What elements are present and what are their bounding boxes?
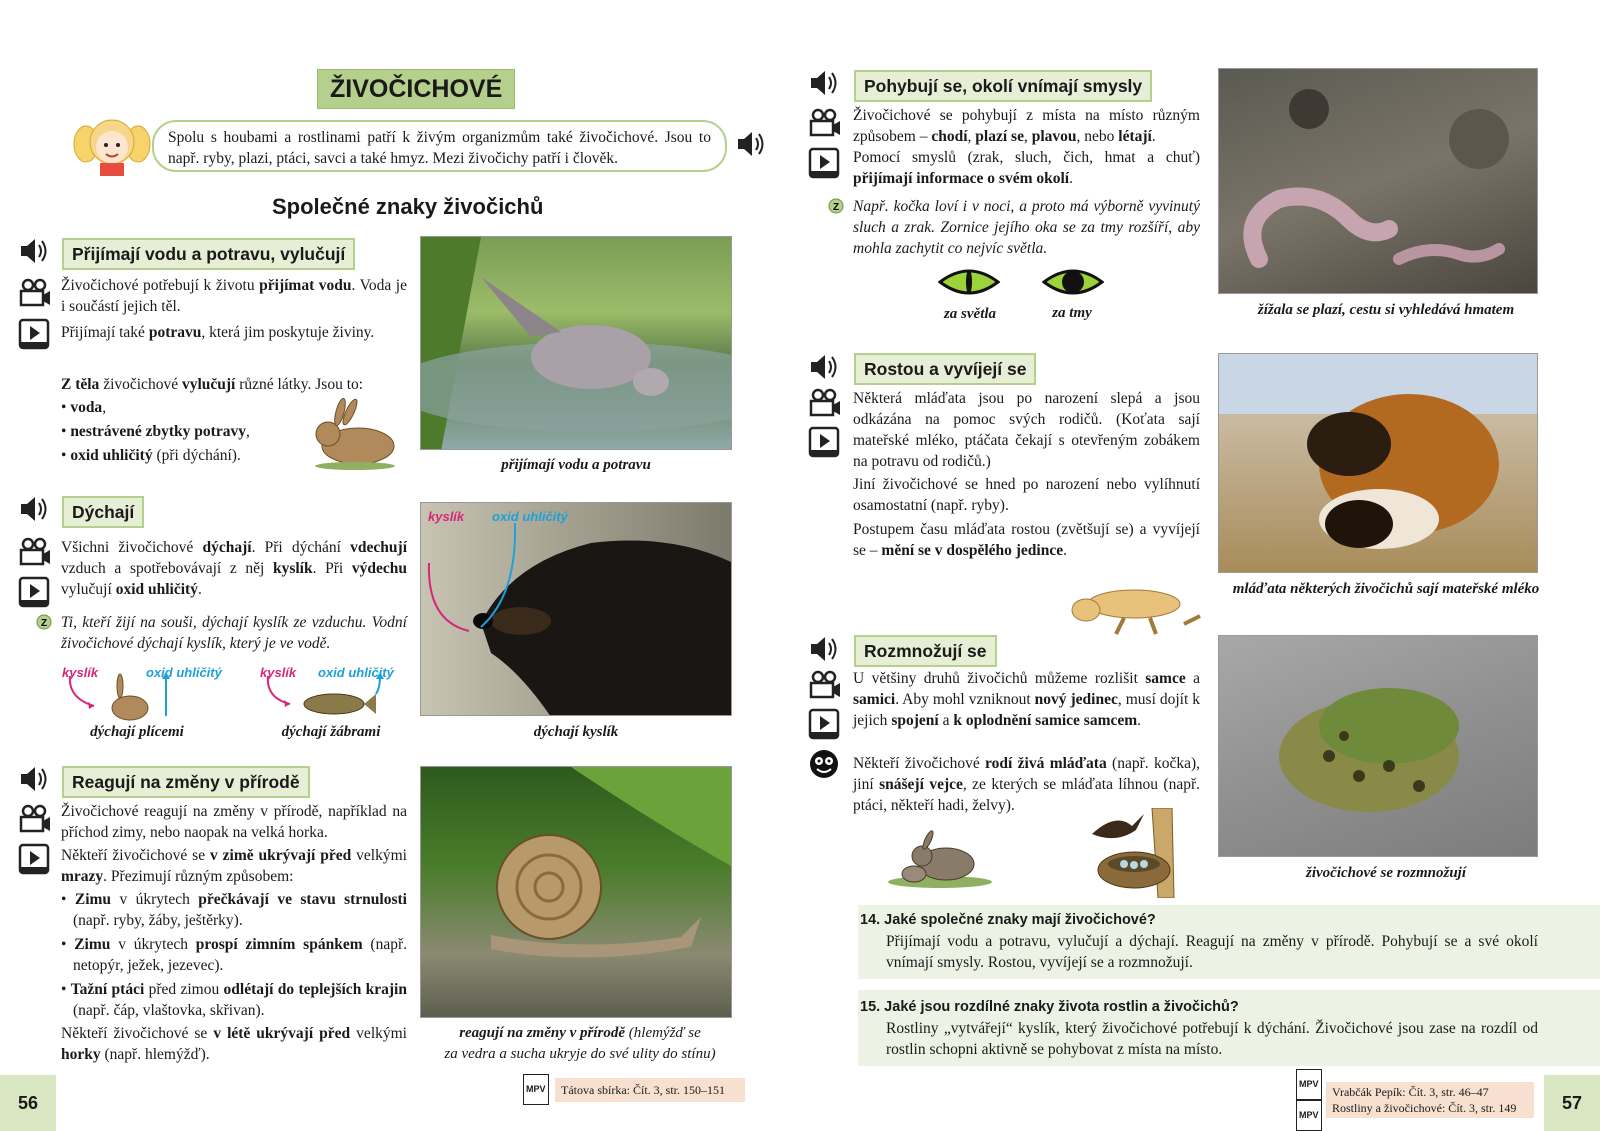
s5-paragraph-3: Postupem času mláďata rostou (zvětšují se) a vyvíjejí se – mění se v dospělého jedince.: [853, 521, 1200, 559]
s2-paragraph: Všichni živočichové dýchají. Při dýchání vdechují vzduch a spotřebovávají z něj kyslík. Při výdechu vylučují oxid uhličitý.: [61, 539, 407, 598]
s4-paragraph-2: Pomocí smyslů (zrak, sluch, čich, hmat a chuť) přijímají informace o svém okolí.: [853, 149, 1200, 187]
caption-eye-day: za světla: [943, 306, 997, 322]
s1-paragraph-2: Přijímají také potravu, která jim poskytuje živiny.: [61, 324, 375, 341]
photo-guinea-pigs: [1218, 353, 1538, 573]
reference-box: [523, 1078, 745, 1102]
label-oxygen: kyslík: [428, 509, 465, 524]
s4-note: Např. kočka loví i v noci, a proto má výborně vyvinutý sluch a zrak. Zornice jejího oka se za tmy rozšíří, aby mohla zachytit co nejvíc světla.: [853, 198, 1200, 257]
rabbits-illustration: [884, 828, 994, 890]
s6-paragraph-2: Někteří živočichové rodí živá mláďata (např. kočka), jiní snášejí vejce, ze kterých se mláďata líhnou (např. ptáci, někteří hadi, želvy).: [853, 755, 1201, 814]
video-camera-icon[interactable]: [18, 804, 52, 834]
s1-paragraph-3: Z těla živočichové vylučují různé látky. Jsou to:: [61, 376, 364, 393]
video-camera-icon[interactable]: [18, 278, 52, 308]
speaker-icon[interactable]: [18, 494, 52, 524]
question-15: 15. Jaké jsou rozdílné znaky života rostlin a živočichů?: [860, 999, 1239, 1015]
photo-caption: přijímají vodu a potravu: [501, 457, 651, 473]
play-video-icon[interactable]: [808, 147, 840, 179]
question-14-box: [858, 905, 1600, 979]
reference-box: [1326, 1082, 1534, 1118]
video-camera-icon[interactable]: [808, 108, 842, 138]
question-14: 14. Jaké společné znaky mají živočichové?: [860, 912, 1156, 928]
section-heading-water-food: Přijímají vodu a potravu, vylučují: [62, 238, 355, 270]
photo-dog-breathing: [420, 502, 732, 716]
page-number: 56: [0, 1075, 56, 1131]
reference-text: Vrabčák Pepík: Čít. 3, str. 46–47: [1332, 1085, 1489, 1099]
video-camera-icon[interactable]: [18, 537, 52, 567]
caption-lungs: dýchají plícemi: [90, 724, 184, 740]
label-co2: oxid uhličitý: [146, 665, 222, 680]
play-video-icon[interactable]: [18, 576, 50, 608]
section-subtitle: Společné znaky živočichů: [272, 194, 544, 219]
excretion-list: [61, 396, 301, 468]
photo-caption: dýchají kyslík: [533, 724, 619, 740]
snail-caption: reagují na změny v přírodě (hlemýžď se za vedra a sucha ukryje do své ulity do stínu): [444, 1025, 716, 1062]
girl-narrator-icon: [72, 114, 152, 176]
video-camera-icon[interactable]: [808, 388, 842, 418]
page-title: ŽIVOČICHOVÉ: [317, 69, 515, 109]
mpv-badge: MPV: [1296, 1069, 1322, 1100]
note-z-icon: [828, 198, 844, 214]
s5-paragraph-2: Jiní živočichové se hned po narození nebo vylíhnutí osamostatní (např. ryby).: [853, 476, 1200, 514]
photo-earthworm: [1218, 68, 1538, 294]
wintering-list: [61, 889, 407, 1021]
mpv-badge: MPV: [1296, 1100, 1322, 1131]
label-co2: oxid uhličitý: [492, 509, 568, 524]
speaker-icon[interactable]: [808, 68, 842, 98]
list-item: • Tažní ptáci před zimou odlétají do teplejších krajin (např. čáp, vlaštovka, skřivan).: [61, 981, 407, 1019]
speaker-icon[interactable]: [18, 236, 52, 266]
smiley-icon[interactable]: [808, 748, 840, 780]
list-item: • Zimu v úkrytech přečkávají ve stavu strnulosti (např. ryby, žáby, ještěrky).: [61, 891, 407, 929]
play-video-icon[interactable]: [18, 318, 50, 350]
note-z-icon: [36, 614, 52, 630]
play-video-icon[interactable]: [18, 843, 50, 875]
speaker-icon[interactable]: [808, 352, 842, 382]
section-heading-growth: Rostou a vyvíjejí se: [854, 353, 1036, 385]
list-item: • voda,: [61, 399, 107, 416]
speaker-icon[interactable]: [808, 634, 842, 664]
play-video-icon[interactable]: [808, 708, 840, 740]
mpv-badge: MPV: [523, 1074, 549, 1105]
hare-illustration: [300, 398, 400, 470]
s2-note: Ti, kteří žijí na souši, dýchají kyslík ze vzduchu. Vodní živočichové dýchají kyslík, který je ve vodě.: [61, 614, 407, 652]
s3-paragraph-2: Někteří živočichové se v zimě ukrývají před velkými mrazy. Přezimují různým způsobem:: [61, 847, 407, 885]
speaker-icon[interactable]: [735, 128, 767, 160]
svg-text:Z: Z: [40, 618, 48, 629]
list-item: • oxid uhličitý (při dýchání).: [61, 447, 241, 464]
section-heading-breathing: Dýchají: [62, 496, 144, 528]
photo-pigeon-drinking: [420, 236, 732, 450]
s4-paragraph-1: Živočichové se pohybují z místa na místo různým způsobem – chodí, plazí se, plavou, nebo létají.: [853, 107, 1200, 145]
s5-paragraph-1: Některá mláďata jsou po narození slepá a jsou odkázána na pomoc svých rodičů. (Koťata sají mateřské mléko, ptáčata čekají s otevřeným zobákem na potravu od rodičů.): [853, 390, 1200, 470]
section-heading-movement: Pohybují se, okolí vnímají smysly: [854, 70, 1152, 102]
photo-caption: živočichové se rozmnožují: [1306, 865, 1466, 881]
puppy-illustration: [1064, 574, 1204, 640]
play-video-icon[interactable]: [808, 426, 840, 458]
section-heading-reproduction: Rozmnožují se: [854, 635, 997, 667]
question-15-box: [858, 990, 1600, 1066]
cat-eye-day-icon: [938, 264, 1000, 300]
photo-snail: [420, 766, 732, 1018]
video-camera-icon[interactable]: [808, 670, 842, 700]
label-oxygen: kyslík: [62, 665, 99, 680]
intro-text: Spolu s houbami a rostlinami patří k živým organizmům také živočichové. Jsou to např. ryby, plazi, ptáci, savci a také hmyz. Mezi živočichy patří i člověk.: [168, 129, 711, 167]
caption-eye-night: za tmy: [1052, 305, 1092, 321]
label-oxygen: kyslík: [260, 665, 297, 680]
answer-14: Přijímají vodu a potravu, vylučují a dýchají. Reagují na změny v přírodě. Pohybují se a své okolí vnímají smysly. Rostou, vyvíjejí se a rozmnožují.: [886, 933, 1538, 971]
s1-paragraph-1: Živočichové potřebují k životu přijímat vodu. Voda je i součástí jejich těl.: [61, 277, 407, 315]
label-co2: oxid uhličitý: [318, 665, 394, 680]
photo-toads: [1218, 635, 1538, 857]
section-heading-reactions: Reagují na změny v přírodě: [62, 766, 310, 798]
svg-text:Z: Z: [832, 202, 840, 213]
answer-15: Rostliny „vytvářejí“ kyslík, který živočichové potřebují k dýchání. Živočichové jsou zase na rozdíl od rostlin schopni aktivně se pohybovat z místa na místo.: [886, 1020, 1538, 1058]
s3-paragraph-1: Živočichové reagují na změny v přírodě, například na příchod zimy, nebo naopak na velká horka.: [61, 803, 407, 841]
s6-paragraph-1: U většiny druhů živočichů můžeme rozlišit samce a samici. Aby mohl vzniknout nový jedinec, musí dojít k jejich spojení a k oplodnění samice samcem.: [853, 670, 1200, 729]
bird-nest-illustration: [1072, 808, 1182, 898]
photo-caption: mláďata některých živočichů sají mateřské mléko: [1232, 581, 1540, 597]
caption-gills: dýchají žábrami: [281, 724, 381, 740]
list-item: • Zimu v úkrytech prospí zimním spánkem (např. netopýr, ježek, jezevec).: [61, 936, 407, 974]
speaker-icon[interactable]: [18, 764, 52, 794]
intro-bubble: [152, 120, 727, 172]
list-item: • nestrávené zbytky potravy,: [61, 423, 250, 440]
page-number: 57: [1544, 1075, 1600, 1131]
reference-text: Tátova sbírka: Čít. 3, str. 150–151: [555, 1078, 745, 1102]
cat-eye-night-icon: [1042, 264, 1104, 300]
reference-text: Rostliny a živočichové: Čít. 3, str. 149: [1332, 1101, 1517, 1115]
s3-paragraph-3: Někteří živočichové se v létě ukrývají před velkými horky (např. hlemýžď).: [61, 1025, 407, 1063]
photo-caption: žížala se plazí, cestu si vyhledává hmatem: [1257, 302, 1515, 318]
